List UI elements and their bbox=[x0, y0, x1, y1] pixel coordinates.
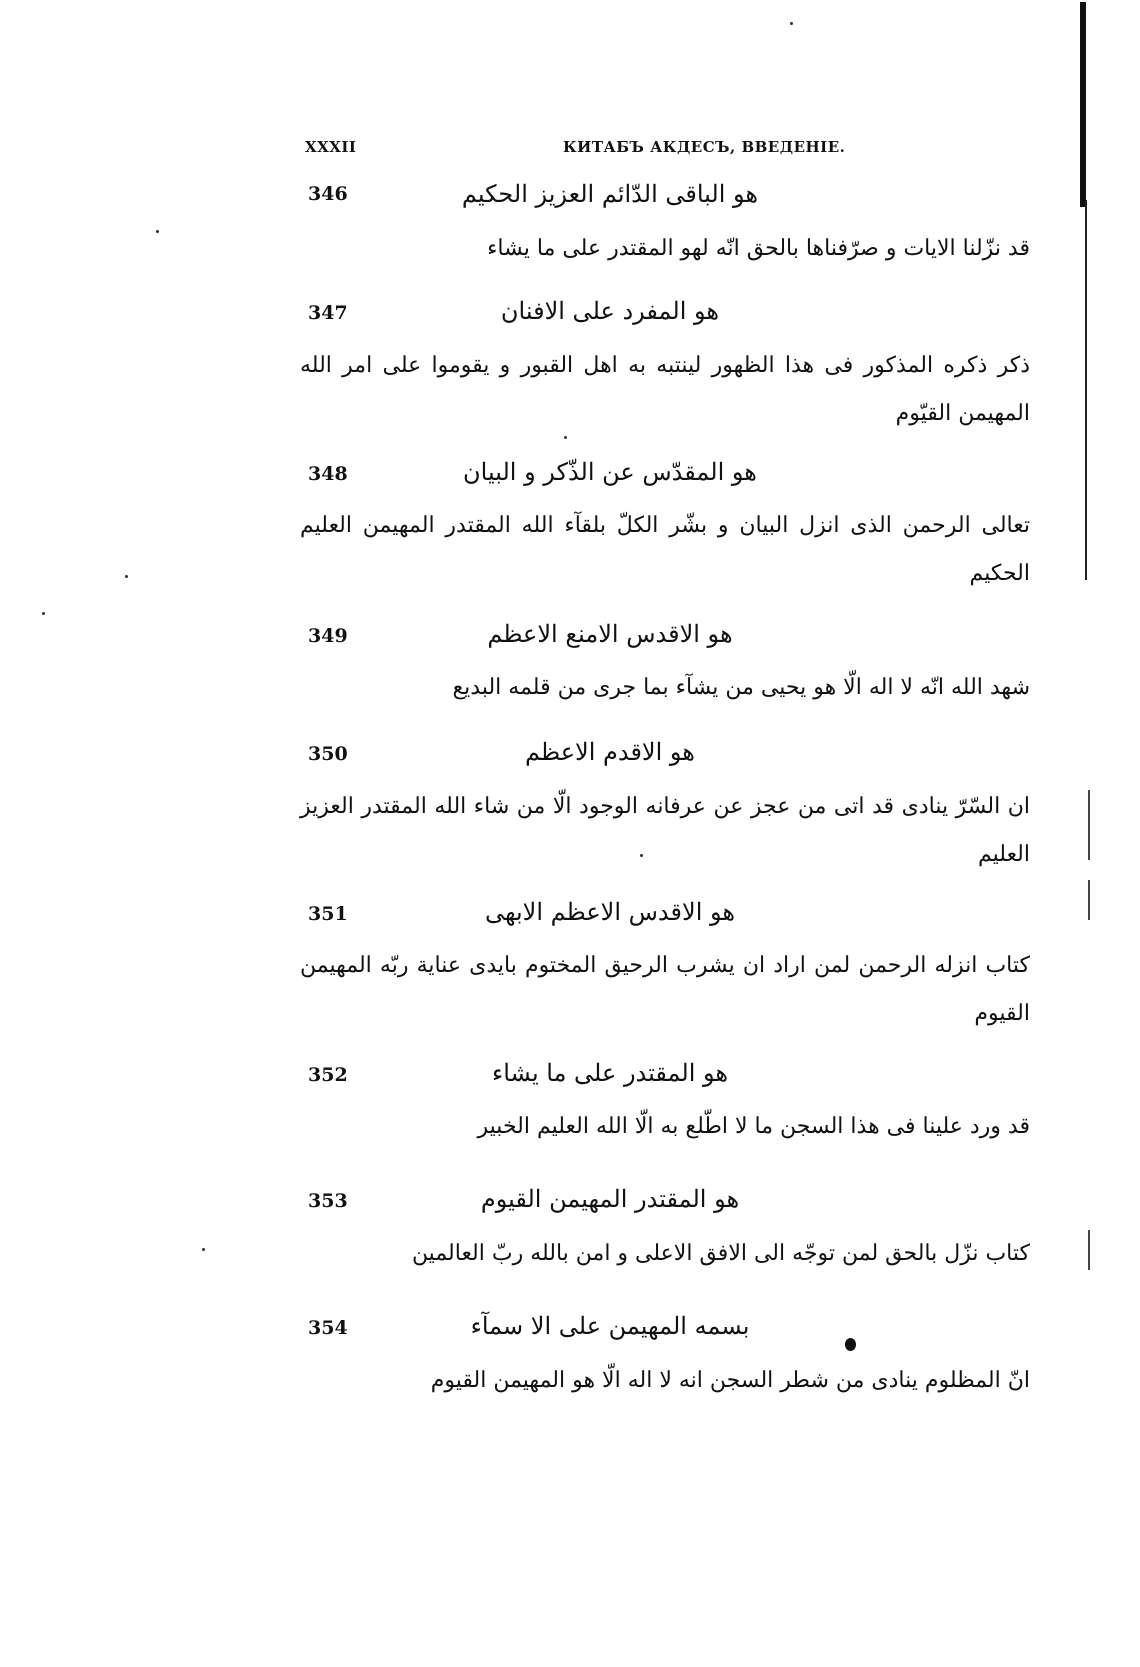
entry-title: بسمه المهیمن علی الا سمآء bbox=[470, 1312, 750, 1340]
entry-number: 348 bbox=[308, 463, 348, 485]
entry-title: هو المقتدر علی ما یشاء bbox=[491, 1059, 729, 1087]
entry-title: هو الاقدس الامنع الاعظم bbox=[487, 620, 733, 648]
entry-title: هو الاقدم الاعظم bbox=[525, 738, 695, 766]
entry-number: 351 bbox=[308, 903, 348, 925]
page-edge-fragment bbox=[1088, 880, 1090, 920]
entry-title: هو المقدّس عن الذّکر و البیان bbox=[463, 458, 757, 486]
scan-speck bbox=[42, 612, 45, 615]
entry-text: کتاب انزله الرحمن لمن اراد ان یشرب الرحیق المختوم بایدی عنایة ربّه المهیمن القیوم bbox=[300, 953, 1030, 1026]
entry-text: تعالی الرحمن الذی انزل البیان و بشّر الکلّ بلقآء الله المقتدر المهیمن العلیم الحکیم bbox=[300, 513, 1030, 586]
entry-number: 353 bbox=[308, 1190, 348, 1212]
running-title: КИТАБЪ АКДЕСЪ, ВВЕДЕНІЕ. bbox=[563, 138, 846, 156]
page-edge-line bbox=[1085, 200, 1087, 580]
scan-speck bbox=[156, 230, 159, 233]
scan-speck bbox=[125, 575, 128, 578]
entry-title: هو الباقی الدّائم العزیز الحکیم bbox=[461, 180, 759, 208]
entry-number: 350 bbox=[308, 743, 348, 765]
entry-text: شهد الله انّه لا اله الّا هو یحیی من یشآء بما جری من قلمه البدیع bbox=[452, 675, 1030, 700]
entry-number: 347 bbox=[308, 302, 348, 324]
scan-speck bbox=[790, 22, 793, 25]
scan-speck bbox=[202, 1248, 205, 1251]
entry-text: کتاب نزّل بالحق لمن توجّه الی الافق الاعلی و امن بالله ربّ العالمین bbox=[411, 1241, 1030, 1266]
entry-number: 352 bbox=[308, 1064, 348, 1086]
entry-text: انّ المظلوم ینادی من شطر السجن انه لا اله الّا هو المهیمن القیوم bbox=[430, 1368, 1030, 1393]
entry-number: 346 bbox=[308, 183, 348, 205]
entry-title: هو الاقدس الاعظم الابهی bbox=[484, 898, 736, 926]
entry-text: ذکر ذکره المذکور فی هذا الظهور لینتبه به اهل القبور و یقوموا علی امر الله المهیمن القیّوم bbox=[300, 353, 1030, 426]
ink-blot bbox=[845, 1338, 856, 1351]
entry-title: هو المفرد علی الافنان bbox=[500, 297, 720, 325]
page-header bbox=[305, 138, 1025, 162]
page-number: XXXII bbox=[305, 138, 357, 156]
page-edge-fragment bbox=[1088, 1230, 1090, 1270]
page-edge-fragment bbox=[1088, 790, 1090, 860]
entry-title: هو المقتدر المهیمن القیوم bbox=[480, 1185, 740, 1213]
entry-text: ان السّرّ ینادی قد اتی من عجز عن عرفانه الوجود الّا من شاء الله المقتدر العزیز العلیم bbox=[300, 794, 1030, 867]
entry-text: قد ورد علینا فی هذا السجن ما لا اطّلع به الّا الله العلیم الخبیر bbox=[477, 1114, 1030, 1139]
entry-number: 349 bbox=[308, 625, 348, 647]
page-edge-shadow bbox=[1080, 2, 1086, 207]
entry-number: 354 bbox=[308, 1317, 348, 1339]
entry-text: قد نزّلنا الایات و صرّفناها بالحق انّه لهو المقتدر علی ما یشاء bbox=[487, 236, 1030, 261]
